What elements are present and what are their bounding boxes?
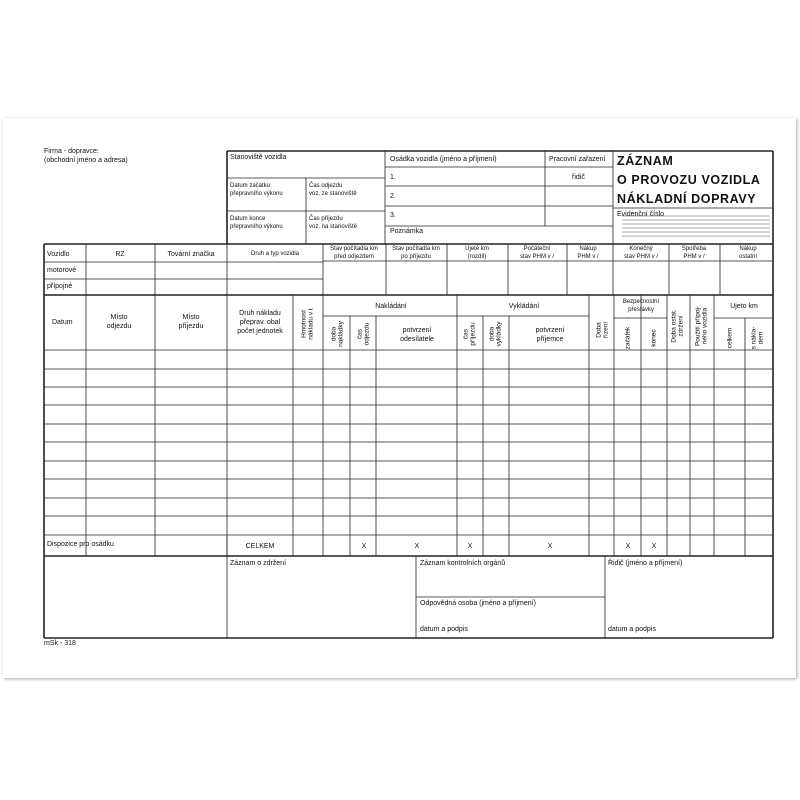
fuel-start-label: Počáteční <box>523 246 551 252</box>
ridic-label: Řidič (jméno a příjmení) <box>608 560 683 567</box>
col-doba-rizeni-line: Doba <box>595 322 603 338</box>
totals-label: CELKEM <box>245 543 275 550</box>
crew-row-2: 2. <box>390 193 396 200</box>
col-doba-ostat <box>671 309 686 342</box>
col-misto-prijezdu: příjezdu <box>178 323 204 330</box>
col-zacatek <box>624 327 631 349</box>
col-cas-prijezdu-line: příjezdu <box>470 322 477 346</box>
driver-role: řidič <box>572 174 585 181</box>
vehicle-type-label: Druh a typ vozidla <box>250 251 300 257</box>
start-date-label: Datum začátku <box>230 183 271 189</box>
col-cas-odjezdu-line: čas <box>356 328 364 340</box>
km-diff-label: Ujeté km <box>465 246 489 252</box>
odpovedna-label: Odpovědná osoba (jméno a příjmení) <box>420 600 536 607</box>
totals-x: X <box>414 543 420 550</box>
col-druh-nakladu: přeprav. obal <box>239 319 281 326</box>
arrive-time-label: Čas příjezdu <box>309 216 343 222</box>
col-doba-ostat-line: Doba ostat. <box>670 309 678 343</box>
col-s-nakladem-line: dem <box>758 331 765 345</box>
crew-row-1: 1. <box>390 174 396 181</box>
nakladani-label: Nakládání <box>375 303 407 310</box>
prestavky-label: Bezpečnostní <box>622 299 660 305</box>
brand-label: Tovární značka <box>167 251 215 258</box>
col-hmotnost-line: nákladu v t <box>308 308 315 340</box>
col-doba-ostat-line: zdržení <box>678 315 685 337</box>
col-potvrzeni-odesilatele: odesílatele <box>400 336 434 343</box>
form-title <box>617 152 761 209</box>
totals-x: X <box>625 543 631 550</box>
vehicle-row-motor: motorové <box>47 267 77 274</box>
fuel-end-label: stav PHM v / <box>623 254 659 260</box>
firm-label: Firma - dopravce: <box>44 148 99 155</box>
note-label: Poznámka <box>390 228 424 235</box>
col-pouziti-pripoj-line: Použití přípoj- <box>694 305 702 347</box>
vehicle-row-trailer: přípojné <box>47 283 73 290</box>
km-start-label: před odjezdem <box>334 254 374 260</box>
totals-x: X <box>547 543 553 550</box>
col-hmotnost-line: Hmotnost <box>300 310 308 338</box>
col-s-nakladem-line: s nákla- <box>750 326 758 350</box>
km-start-label: Stav počítadla km <box>330 246 378 252</box>
title-line: O PROVOZU VOZIDLA <box>617 173 761 187</box>
totals-x: X <box>467 543 473 550</box>
col-doba-nakladky <box>331 321 346 347</box>
km-end-label: po příjezdu <box>401 254 431 260</box>
col-druh-nakladu: Druh nákladu <box>239 310 281 317</box>
col-misto-odjezdu: Místo <box>110 314 128 321</box>
fuel-start-label: stav PHM v / <box>519 254 555 260</box>
dispozice-label: Dispozice pro osádku <box>47 541 114 548</box>
col-druh-nakladu: počet jednotek <box>237 328 283 335</box>
col-doba-rizeni <box>596 322 611 338</box>
vehicle-label: Vozidlo <box>47 251 70 258</box>
col-misto-prijezdu: Místo <box>182 314 200 321</box>
firm-sub: (obchodní jméno a adresa) <box>44 157 128 164</box>
fuel-buy-label: PHM v / <box>577 254 599 260</box>
col-cas-odjezdu <box>357 323 372 346</box>
fuel-use-label: PHM v / <box>683 254 705 260</box>
col-doba-vykladky-line: doba <box>488 326 496 342</box>
fuel-buy-label: Nákup <box>579 246 597 252</box>
form-code: mSk - 318 <box>44 640 76 647</box>
km-diff-label: (rozdíl) <box>467 254 487 260</box>
crew-label: Osádka vozidla (jméno a příjmení) <box>390 156 497 163</box>
col-potvrzeni-prijemce: potvrzení <box>535 327 565 334</box>
title-line: ZÁZNAM <box>617 154 674 168</box>
kontrolni-label: Záznam kontrolních orgánů <box>420 560 506 567</box>
col-cas-prijezdu <box>463 322 478 345</box>
col-celkem-line: celkem <box>726 327 734 349</box>
rz-label: RZ <box>115 251 125 258</box>
totals-x: X <box>361 543 367 550</box>
role-label: Pracovní zařazení <box>549 156 606 163</box>
col-pouziti-pripoj <box>695 306 710 346</box>
col-datum: Datum <box>52 319 73 326</box>
col-doba-rizeni-line: řízení <box>603 321 610 339</box>
col-zacatek-line: začátek <box>624 326 632 350</box>
col-cas-prijezdu-line: čas <box>462 328 470 340</box>
start-date-label: přepravního výkonu <box>230 191 283 197</box>
col-potvrzeni-odesilatele: potvrzení <box>402 327 432 334</box>
arrive-time-label: voz. na stanoviště <box>309 224 358 230</box>
depart-time-label: voz. ze stanoviště <box>309 191 357 197</box>
col-hmotnost <box>301 308 316 339</box>
col-konec <box>650 329 657 346</box>
end-date-label: Datum konce <box>230 216 266 222</box>
stanoviste-label: Stanoviště vozidla <box>230 154 287 161</box>
evidence-number-label: Evidenční číslo <box>617 211 665 218</box>
other-buy-label: Nákup <box>739 246 757 252</box>
fuel-use-label: Spotřeba <box>681 246 707 252</box>
col-doba-vykladky-line: vykládky <box>496 321 503 347</box>
totals-x: X <box>651 543 657 550</box>
col-celkem <box>726 328 733 349</box>
datum-podpis-1: datum a podpis <box>420 626 468 633</box>
col-doba-vykladky <box>489 322 504 347</box>
end-date-label: přepravního výkonu <box>230 224 283 230</box>
col-potvrzeni-prijemce: příjemce <box>536 336 564 343</box>
col-cas-odjezdu-line: odjezdu <box>364 322 371 346</box>
col-konec-line: konec <box>650 329 658 347</box>
depart-time-label: Čas odjezdu <box>309 183 343 189</box>
col-misto-odjezdu: odjezdu <box>106 323 132 330</box>
zdrzeni-label: Záznam o zdržení <box>230 560 287 567</box>
col-doba-nakladky-line: doba <box>330 326 338 342</box>
other-buy-label: ostatní <box>738 254 758 260</box>
km-end-label: Stav počítadla km <box>392 246 440 252</box>
col-pouziti-pripoj-line: ného vozidla <box>702 307 709 345</box>
vykladani-label: Vykládání <box>508 303 540 310</box>
col-doba-nakladky-line: nakládky <box>338 321 345 347</box>
ujeto-label: Ujeto km <box>730 303 758 310</box>
datum-podpis-2: datum a podpis <box>608 626 656 633</box>
title-line: NÁKLADNÍ DOPRAVY <box>617 192 757 206</box>
col-s-nakladem <box>751 327 766 350</box>
fuel-end-label: Konečný <box>629 246 653 252</box>
crew-row-3: 3. <box>390 212 396 219</box>
prestavky-label: přestávky <box>628 307 654 313</box>
